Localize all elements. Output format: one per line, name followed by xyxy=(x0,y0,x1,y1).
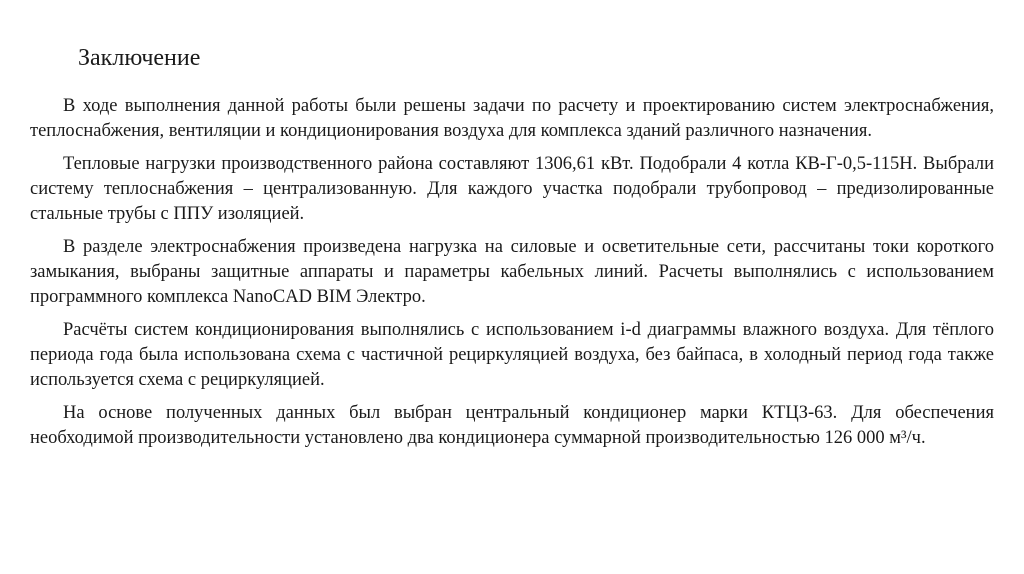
paragraph-air-conditioning: Расчёты систем кондиционирования выполнялись с использованием i-d диаграммы влажного воздуха. Для тёплого периода года была использована схема с частичной рециркуляцией воздуха, без байпаса, в холодный период года также используется схема с рециркуляцией. xyxy=(30,320,994,390)
paragraph-conditioner-choice: На основе полученных данных был выбран центральный кондиционер марки КТЦЗ-63. Для обеспечения необходимой производительности установлено два кондиционера суммарной производительностью 126 000 м³/ч. xyxy=(30,403,994,448)
paragraph-power-supply: В разделе электроснабжения произведена нагрузка на силовые и осветительные сети, рассчитаны токи короткого замыкания, выбраны защитные аппараты и параметры кабельных линий. Расчеты выполнялись с использованием программного комплекса NanoCAD BIM Электро. xyxy=(30,237,994,307)
slide-body xyxy=(30,94,994,459)
slide-title: Заключение xyxy=(78,45,201,71)
paragraph-intro: В ходе выполнения данной работы были решены задачи по расчету и проектированию систем электроснабжения, теплоснабжения, вентиляции и кондиционирования воздуха для комплекса зданий различного назначения. xyxy=(30,96,994,141)
paragraph-heat-supply: Тепловые нагрузки производственного района составляют 1306,61 кВт. Подобрали 4 котла КВ-Г-0,5-115Н. Выбрали систему теплоснабжения – централизованную. Для каждого участка подобрали трубопровод – предизолированные стальные трубы с ППУ изоляцией. xyxy=(30,154,994,224)
